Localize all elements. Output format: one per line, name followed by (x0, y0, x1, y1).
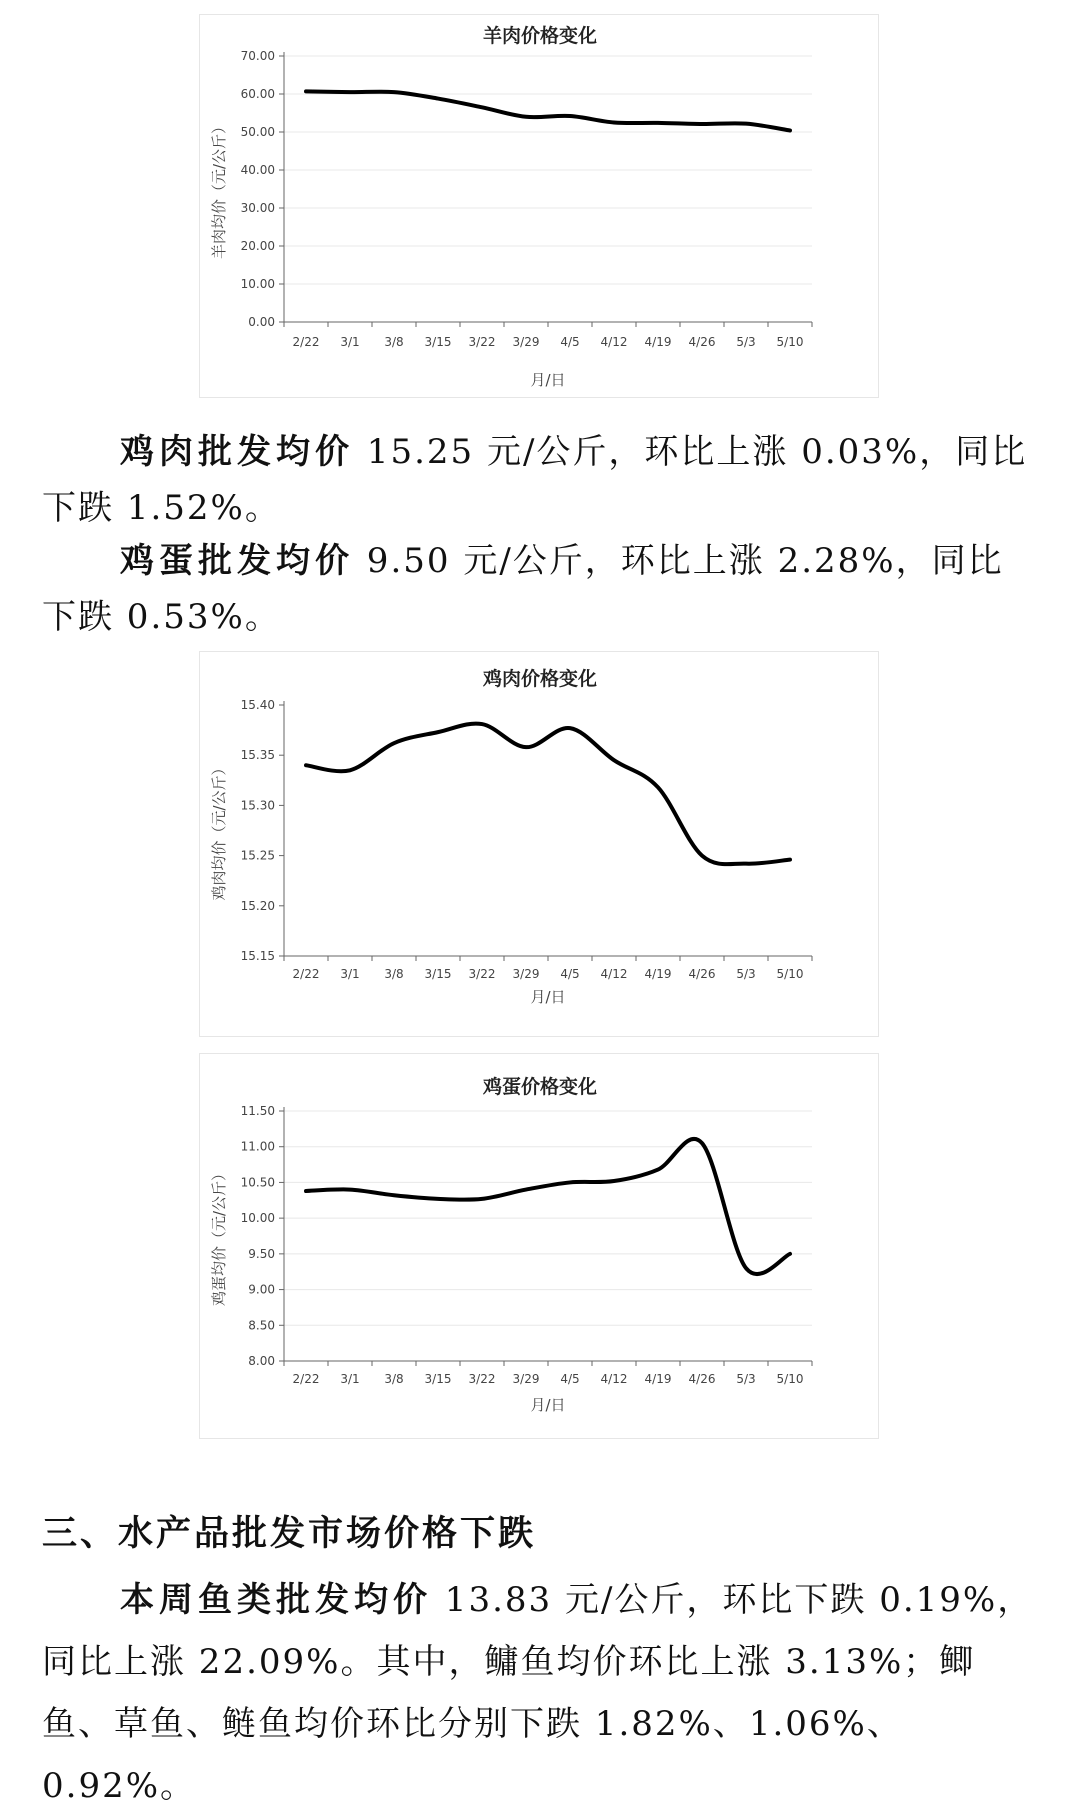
x-tick-label: 5/10 (777, 335, 804, 349)
y-axis-label: 鸡蛋均价（元/公斤） (210, 1166, 228, 1306)
y-tick-label: 10.00 (241, 277, 275, 291)
y-tick-label: 9.00 (248, 1283, 275, 1297)
x-tick-label: 3/1 (340, 967, 359, 981)
x-axis-label: 月/日 (530, 1396, 565, 1414)
y-tick-label: 11.50 (241, 1104, 275, 1118)
y-tick-label: 15.20 (241, 899, 275, 913)
y-axis-label: 鸡肉均价（元/公斤） (210, 760, 228, 900)
x-tick-label: 4/5 (560, 967, 579, 981)
mutton-chart-svg (200, 15, 880, 399)
chart-title: 鸡肉价格变化 (482, 667, 597, 690)
x-tick-label: 5/3 (736, 335, 755, 349)
x-tick-label: 4/19 (645, 335, 672, 349)
x-tick-label: 3/29 (513, 335, 540, 349)
section-heading: 三、水产品批发市场价格下跌 (42, 1506, 1038, 1562)
series-line (306, 724, 790, 865)
x-tick-label: 4/19 (645, 967, 672, 981)
x-tick-label: 2/22 (293, 1372, 320, 1386)
y-tick-label: 70.00 (241, 49, 275, 63)
y-tick-label: 10.00 (241, 1211, 275, 1225)
x-tick-label: 4/12 (601, 1372, 628, 1386)
y-tick-label: 60.00 (241, 87, 275, 101)
chart-title: 鸡蛋价格变化 (482, 1075, 597, 1098)
y-tick-label: 15.40 (241, 698, 275, 712)
y-tick-label: 15.35 (241, 748, 275, 762)
x-axis-label: 月/日 (530, 371, 565, 389)
x-tick-label: 3/29 (513, 1372, 540, 1386)
x-tick-label: 4/12 (601, 335, 628, 349)
egg-chart-svg (200, 1054, 880, 1440)
y-tick-label: 20.00 (241, 239, 275, 253)
x-tick-label: 5/10 (777, 1372, 804, 1386)
x-tick-label: 5/3 (736, 967, 755, 981)
chicken-price-chart (199, 651, 879, 1037)
x-tick-label: 3/8 (384, 967, 403, 981)
x-tick-label: 3/22 (469, 335, 496, 349)
x-tick-label: 2/22 (293, 967, 320, 981)
egg-text: 9.50 元/公斤，环比上涨 2.28%，同比下跌 0.53%。 (42, 541, 1004, 637)
x-tick-label: 4/19 (645, 1372, 672, 1386)
chicken-chart-svg (200, 652, 880, 1038)
x-tick-label: 3/22 (469, 1372, 496, 1386)
x-tick-label: 4/26 (689, 1372, 716, 1386)
x-tick-label: 3/29 (513, 967, 540, 981)
x-tick-label: 3/8 (384, 335, 403, 349)
x-tick-label: 4/26 (689, 335, 716, 349)
x-tick-label: 3/22 (469, 967, 496, 981)
x-tick-label: 4/26 (689, 967, 716, 981)
fish-paragraph (42, 1569, 1038, 1817)
x-tick-label: 5/3 (736, 1372, 755, 1386)
x-tick-label: 4/5 (560, 1372, 579, 1386)
chicken-label: 鸡肉批发均价 (120, 432, 354, 472)
y-tick-label: 10.50 (241, 1175, 275, 1189)
y-tick-label: 15.15 (241, 949, 275, 963)
y-tick-label: 8.00 (248, 1354, 275, 1368)
x-tick-label: 3/15 (425, 1372, 452, 1386)
y-axis-label: 羊肉均价（元/公斤） (210, 119, 228, 259)
chicken-paragraph (42, 424, 1038, 536)
egg-price-chart (199, 1053, 879, 1439)
x-tick-label: 3/15 (425, 967, 452, 981)
y-tick-label: 11.00 (241, 1140, 275, 1154)
y-tick-label: 15.30 (241, 798, 275, 812)
x-tick-label: 2/22 (293, 335, 320, 349)
y-tick-label: 9.50 (248, 1247, 275, 1261)
y-tick-label: 30.00 (241, 201, 275, 215)
x-tick-label: 3/1 (340, 1372, 359, 1386)
x-tick-label: 4/12 (601, 967, 628, 981)
y-tick-label: 40.00 (241, 163, 275, 177)
egg-label: 鸡蛋批发均价 (120, 541, 354, 581)
chart-title: 羊肉价格变化 (483, 24, 597, 47)
y-tick-label: 8.50 (248, 1318, 275, 1332)
y-tick-label: 15.25 (241, 849, 275, 863)
fish-label: 本周鱼类批发均价 (120, 1580, 432, 1620)
x-tick-label: 5/10 (777, 967, 804, 981)
x-tick-label: 3/8 (384, 1372, 403, 1386)
y-tick-label: 50.00 (241, 125, 275, 139)
chicken-text: 15.25 元/公斤，环比上涨 0.03%，同比下跌 1.52%。 (42, 432, 1027, 528)
fish-text: 13.83 元/公斤，环比下跌 0.19%，同比上涨 22.09%。其中，鳙鱼均价环比上涨 3.13%；鲫鱼、草鱼、鲢鱼均价环比分别下跌 1.82%、1.06%、0.92%。 (42, 1580, 1033, 1806)
x-tick-label: 4/5 (560, 335, 579, 349)
y-tick-label: 0.00 (248, 315, 275, 329)
x-tick-label: 3/15 (425, 335, 452, 349)
x-tick-label: 3/1 (340, 335, 359, 349)
mutton-price-chart (199, 14, 879, 398)
egg-paragraph (42, 533, 1038, 645)
x-axis-label: 月/日 (530, 988, 565, 1006)
series-line (306, 91, 790, 130)
